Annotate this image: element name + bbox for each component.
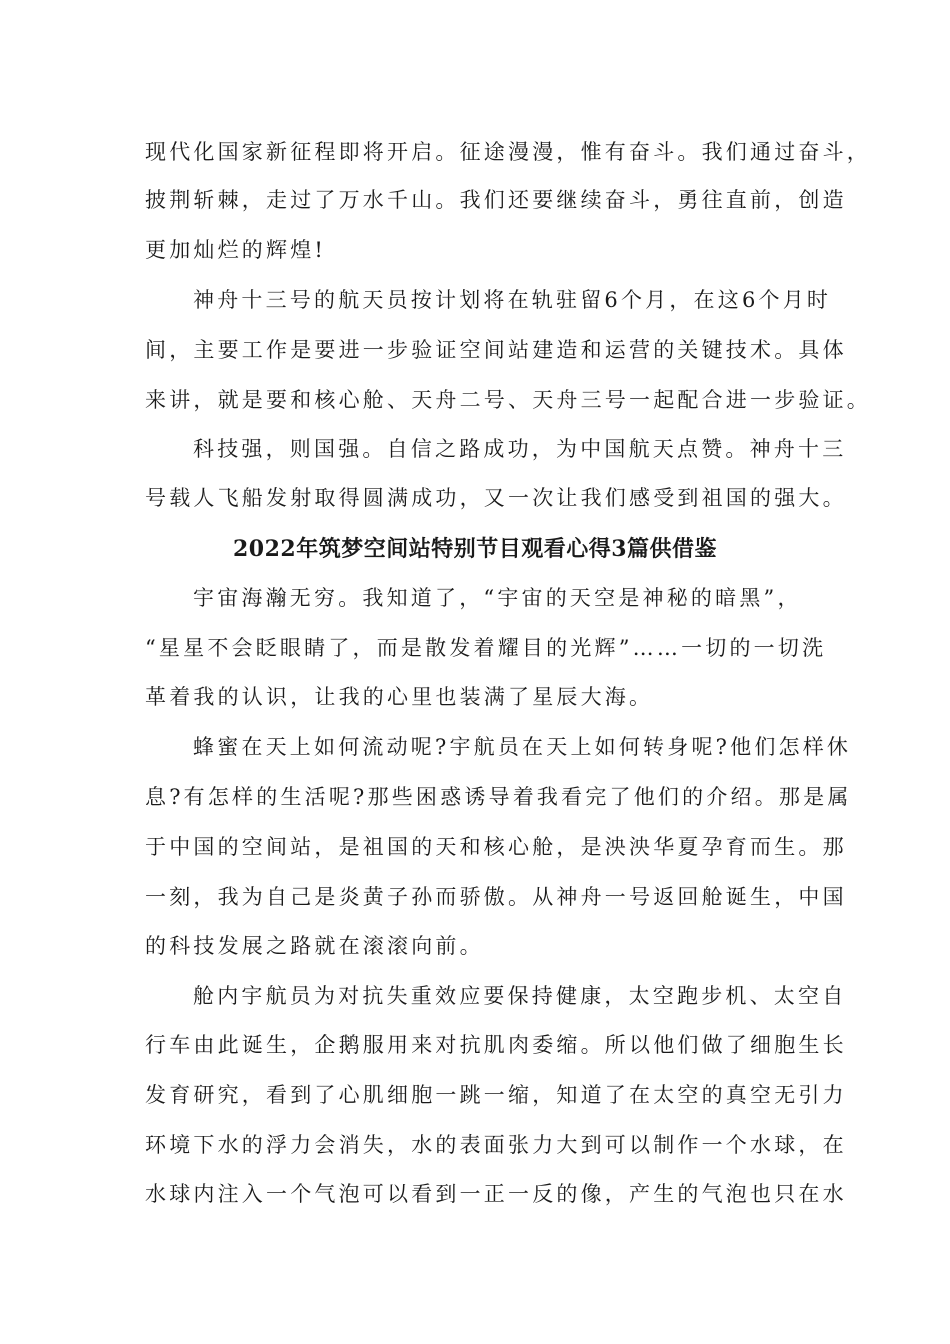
paragraph-line: 环境下水的浮力会消失，水的表面张力大到可以制作一个水球，在	[145, 1133, 847, 1157]
paragraph-line: 更加灿烂的辉煌!	[145, 238, 327, 262]
paragraph-line: 披荆斩棘，走过了万水千山。我们还要继续奋斗，勇往直前，创造	[145, 188, 847, 212]
paragraph-line: 革着我的认识，让我的心里也装满了星辰大海。	[145, 685, 654, 709]
section-title: 2022年筑梦空间站特别节目观看心得3篇供借鉴	[232, 536, 718, 562]
paragraph-line: 来讲，就是要和核心舱、天舟二号、天舟三号一起配合进一步验证。	[145, 388, 871, 412]
paragraph-line: 发育研究，看到了心肌细胞一跳一缩，知道了在太空的真空无引力	[145, 1083, 847, 1107]
paragraph-line: 行车由此诞生，企鹅服用来对抗肌肉委缩。所以他们做了细胞生长	[145, 1033, 847, 1057]
paragraph-line: 号载人飞船发射取得圆满成功，又一次让我们感受到祖国的强大。	[145, 486, 847, 510]
paragraph-line: 蜂蜜在天上如何流动呢?宇航员在天上如何转身呢?他们怎样休	[193, 735, 852, 759]
paragraph-line: 舱内宇航员为对抗失重效应要保持健康，太空跑步机、太空自	[193, 984, 847, 1008]
paragraph-line: “星星不会眨眼睛了，而是散发着耀目的光辉”……一切的一切洗	[145, 636, 827, 660]
paragraph-line: 一刻，我为自己是炎黄子孙而骄傲。从神舟一号返回舱诞生，中国	[145, 885, 847, 909]
paragraph-line: 神舟十三号的航天员按计划将在轨驻留6个月，在这6个月时	[193, 288, 832, 312]
paragraph-line: 间，主要工作是要进一步验证空间站建造和运营的关键技术。具体	[145, 338, 847, 362]
paragraph-line: 水球内注入一个气泡可以看到一正一反的像，产生的气泡也只在水	[145, 1182, 847, 1206]
paragraph-line: 科技强，则国强。自信之路成功，为中国航天点赞。神舟十三	[193, 437, 847, 461]
paragraph-line: 于中国的空间站，是祖国的天和核心舱，是泱泱华夏孕育而生。那	[145, 835, 847, 859]
paragraph-line: 的科技发展之路就在滚滚向前。	[145, 934, 484, 958]
paragraph-line: 现代化国家新征程即将开启。征途漫漫，惟有奋斗。我们通过奋斗，	[145, 140, 871, 164]
paragraph-line: 宇宙海瀚无穷。我知道了，“宇宙的天空是神秘的暗黑”，	[193, 586, 802, 610]
paragraph-line: 息?有怎样的生活呢?那些困惑诱导着我看完了他们的介绍。那是属	[145, 785, 852, 809]
